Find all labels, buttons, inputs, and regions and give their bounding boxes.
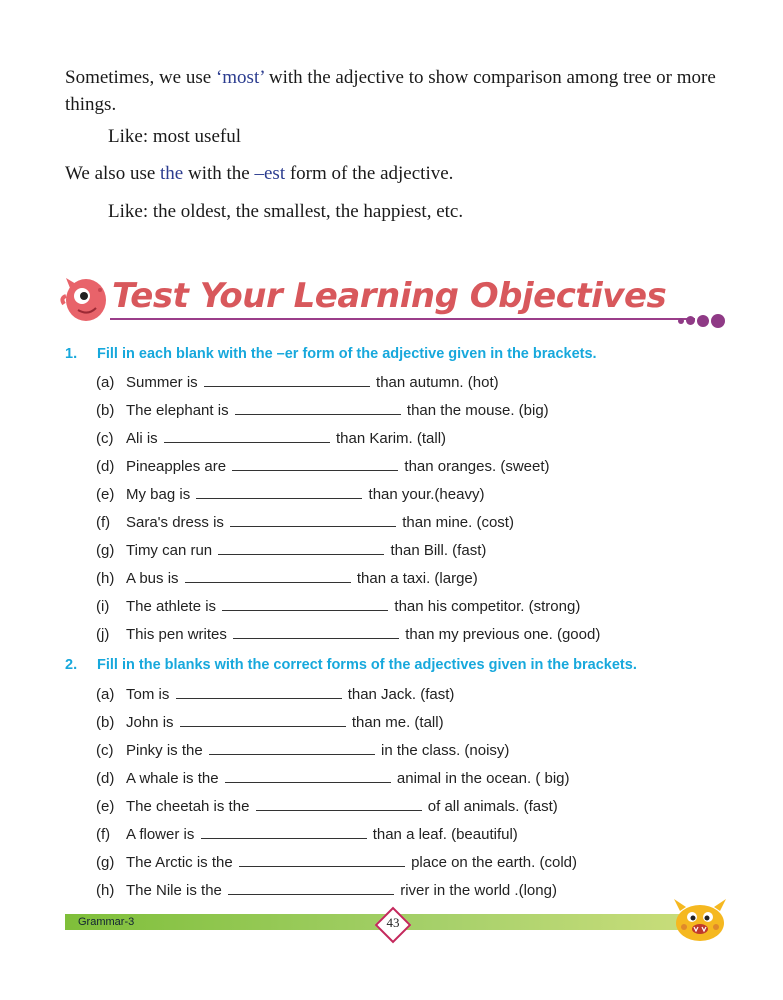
answer-blank[interactable] xyxy=(233,626,399,639)
item-label: (c) xyxy=(96,430,114,447)
answer-blank[interactable] xyxy=(232,458,398,471)
list-item xyxy=(96,770,570,787)
item-before: A flower is xyxy=(126,826,195,843)
item-label: (c) xyxy=(96,742,114,759)
item-label: (d) xyxy=(96,458,115,475)
highlight-est: –est xyxy=(254,163,286,184)
list-item xyxy=(96,598,580,615)
heading-underline xyxy=(110,318,695,320)
item-after: river in the world .(long) xyxy=(400,882,557,899)
item-label: (d) xyxy=(96,770,115,787)
example-est: Like: the oldest, the smallest, the happiest, etc. xyxy=(108,201,464,222)
intro-text: with the xyxy=(183,163,255,184)
list-item xyxy=(96,854,577,871)
item-before: Sara's dress is xyxy=(126,514,224,531)
item-after: than his competitor. (strong) xyxy=(394,598,581,615)
item-label: (b) xyxy=(96,714,115,731)
item-before: My bag is xyxy=(126,486,191,503)
item-after: than a taxi. (large) xyxy=(356,570,478,587)
question-2-heading xyxy=(65,657,637,673)
item-label: (f) xyxy=(96,826,111,843)
page-number: 43 xyxy=(386,915,400,930)
list-item xyxy=(96,798,558,815)
item-label: (g) xyxy=(96,854,115,871)
monster-mascot-icon xyxy=(60,274,110,326)
list-item xyxy=(96,514,514,531)
list-item xyxy=(96,626,600,643)
item-before: The elephant is xyxy=(126,402,229,419)
list-item xyxy=(96,458,550,475)
monster-footer-icon xyxy=(670,893,730,943)
list-item xyxy=(96,402,549,419)
answer-blank[interactable] xyxy=(218,542,384,555)
list-item xyxy=(96,714,444,731)
question-text: Fill in the blanks with the correct forms of the adjectives given in the brackets. xyxy=(97,657,637,673)
example-most-useful: Like: most useful xyxy=(108,126,241,147)
list-item xyxy=(96,542,486,559)
section-heading xyxy=(60,270,725,330)
footer-bar xyxy=(65,914,685,930)
answer-blank[interactable] xyxy=(228,882,394,895)
item-before: The cheetah is the xyxy=(126,798,250,815)
item-before: Summer is xyxy=(126,374,198,391)
item-after: than me. (tall) xyxy=(351,714,444,731)
item-before: This pen writes xyxy=(126,626,227,643)
answer-blank[interactable] xyxy=(185,570,351,583)
highlight-most: ‘most’ xyxy=(215,67,265,88)
answer-blank[interactable] xyxy=(235,402,401,415)
intro-text: form of the adjective. xyxy=(285,163,454,184)
item-before: The Arctic is the xyxy=(126,854,233,871)
item-label: (a) xyxy=(96,374,115,391)
item-after: animal in the ocean. ( big) xyxy=(396,770,570,787)
intro-text: with the adjective to show comparison among tree or more things. xyxy=(65,67,716,115)
item-after: in the class. (noisy) xyxy=(381,742,510,759)
item-before: Pineapples are xyxy=(126,458,227,475)
page-number-badge xyxy=(378,910,408,940)
answer-blank[interactable] xyxy=(225,770,391,783)
question-text: Fill in each blank with the –er form of the adjective given in the brackets. xyxy=(97,346,597,362)
item-before: The Nile is the xyxy=(126,882,222,899)
item-after: than the mouse. (big) xyxy=(406,402,549,419)
list-item xyxy=(96,570,478,587)
answer-blank[interactable] xyxy=(201,826,367,839)
item-after: place on the earth. (cold) xyxy=(411,854,577,871)
item-after: than mine. (cost) xyxy=(402,514,514,531)
item-after: than a leaf. (beautiful) xyxy=(372,826,518,843)
list-item xyxy=(96,882,557,899)
intro-text: Sometimes, we use xyxy=(65,67,216,88)
answer-blank[interactable] xyxy=(256,798,422,811)
item-after: than oranges. (sweet) xyxy=(404,458,550,475)
item-label: (b) xyxy=(96,402,115,419)
list-item xyxy=(96,826,518,843)
question-number: 2. xyxy=(65,657,78,673)
heading-title: Test Your Learning Objectives xyxy=(112,276,667,316)
item-before: A whale is the xyxy=(126,770,219,787)
item-before: John is xyxy=(126,714,174,731)
question-1-heading xyxy=(65,346,597,362)
item-label: (j) xyxy=(96,626,110,643)
list-item xyxy=(96,686,454,703)
question-number: 1. xyxy=(65,346,78,362)
intro-text: We also use xyxy=(65,163,161,184)
item-label: (i) xyxy=(96,598,110,615)
answer-blank[interactable] xyxy=(180,714,346,727)
item-before: Pinky is the xyxy=(126,742,203,759)
answer-blank[interactable] xyxy=(164,430,330,443)
answer-blank[interactable] xyxy=(222,598,388,611)
item-label: (g) xyxy=(96,542,115,559)
item-label: (h) xyxy=(96,570,115,587)
item-label: (f) xyxy=(96,514,111,531)
book-title: Grammar-3 xyxy=(78,916,135,928)
item-after: of all animals. (fast) xyxy=(427,798,558,815)
item-label: (e) xyxy=(96,798,115,815)
intro-paragraph-1 xyxy=(65,64,718,118)
item-after: than my previous one. (good) xyxy=(405,626,601,643)
answer-blank[interactable] xyxy=(196,486,362,499)
item-after: than your.(heavy) xyxy=(368,486,485,503)
heading-dots xyxy=(676,312,725,330)
intro-paragraph-2 xyxy=(65,160,718,187)
answer-blank[interactable] xyxy=(209,742,375,755)
item-after: than Karim. (tall) xyxy=(336,430,447,447)
list-item xyxy=(96,374,499,391)
answer-blank[interactable] xyxy=(176,686,342,699)
item-label: (a) xyxy=(96,686,115,703)
item-before: The athlete is xyxy=(126,598,217,615)
item-before: Timy can run xyxy=(126,542,213,559)
highlight-the: the xyxy=(160,163,184,184)
list-item xyxy=(96,742,509,759)
answer-blank[interactable] xyxy=(204,374,370,387)
answer-blank[interactable] xyxy=(239,854,405,867)
answer-blank[interactable] xyxy=(230,514,396,527)
item-before: Ali is xyxy=(126,430,158,447)
list-item xyxy=(96,430,446,447)
item-after: than Bill. (fast) xyxy=(390,542,487,559)
item-label: (h) xyxy=(96,882,115,899)
item-after: than Jack. (fast) xyxy=(347,686,455,703)
item-label: (e) xyxy=(96,486,115,503)
item-before: Tom is xyxy=(126,686,170,703)
item-after: than autumn. (hot) xyxy=(376,374,499,391)
list-item xyxy=(96,486,484,503)
item-before: A bus is xyxy=(126,570,179,587)
